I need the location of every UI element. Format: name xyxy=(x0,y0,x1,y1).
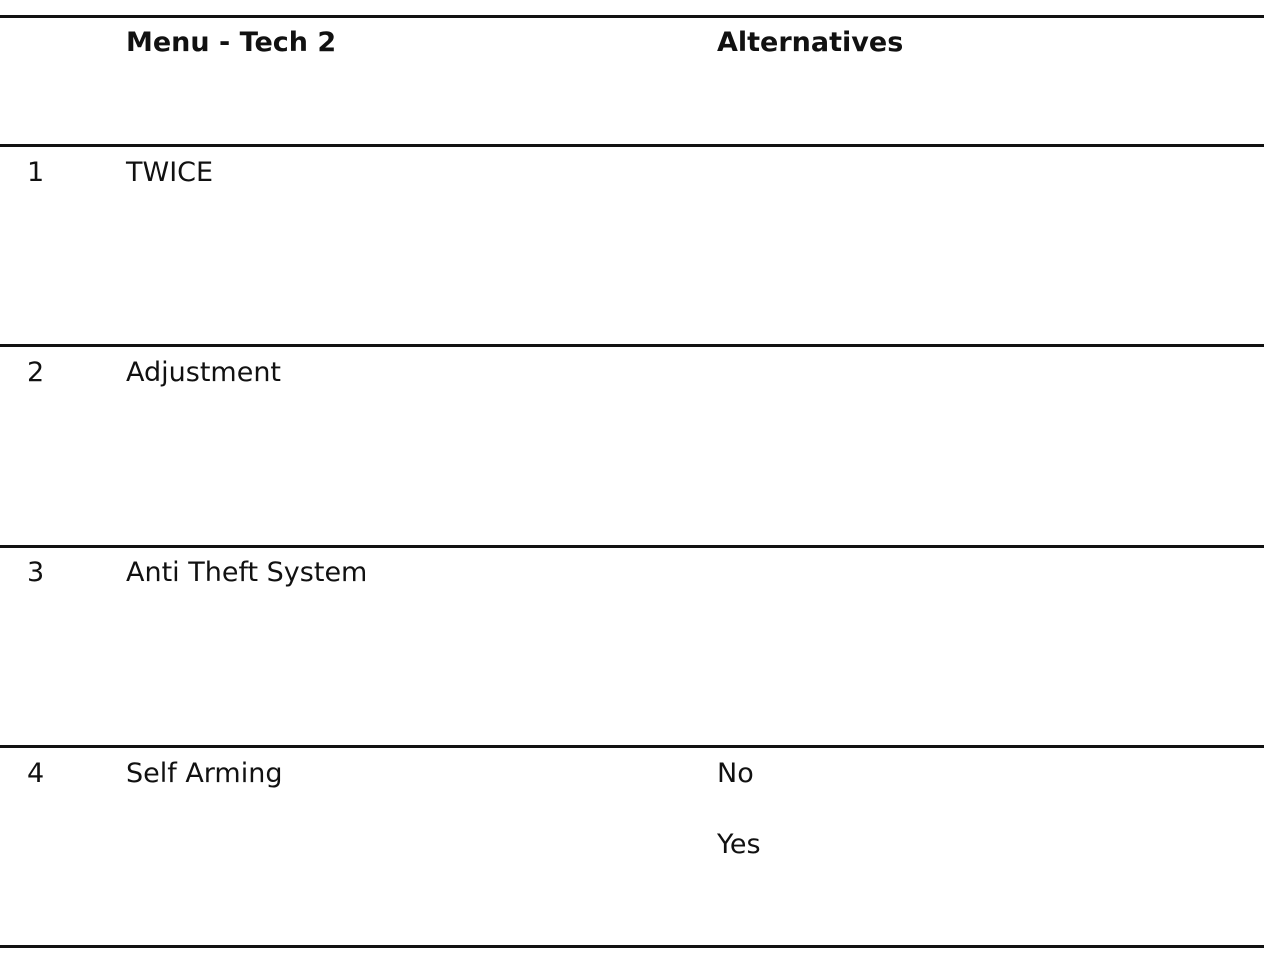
table-rule-row-2 xyxy=(0,545,1264,548)
menu-item: Self Arming xyxy=(126,758,283,789)
table-rule-row-3 xyxy=(0,745,1264,748)
header-alternatives: Alternatives xyxy=(717,27,904,58)
row-number: 3 xyxy=(27,557,45,588)
header-menu: Menu - Tech 2 xyxy=(126,27,337,58)
alternative-option: Yes xyxy=(717,829,761,860)
row-number: 4 xyxy=(27,758,45,789)
menu-item: TWICE xyxy=(126,157,214,188)
row-number: 2 xyxy=(27,357,45,388)
table-rule-header-bottom xyxy=(0,144,1264,147)
menu-item: Anti Theft System xyxy=(126,557,368,588)
table-rule-top xyxy=(0,15,1264,18)
table-rule-bottom xyxy=(0,945,1264,948)
menu-item: Adjustment xyxy=(126,357,282,388)
alternative-option: No xyxy=(717,758,754,789)
table-rule-row-1 xyxy=(0,344,1264,347)
row-number: 1 xyxy=(27,157,45,188)
